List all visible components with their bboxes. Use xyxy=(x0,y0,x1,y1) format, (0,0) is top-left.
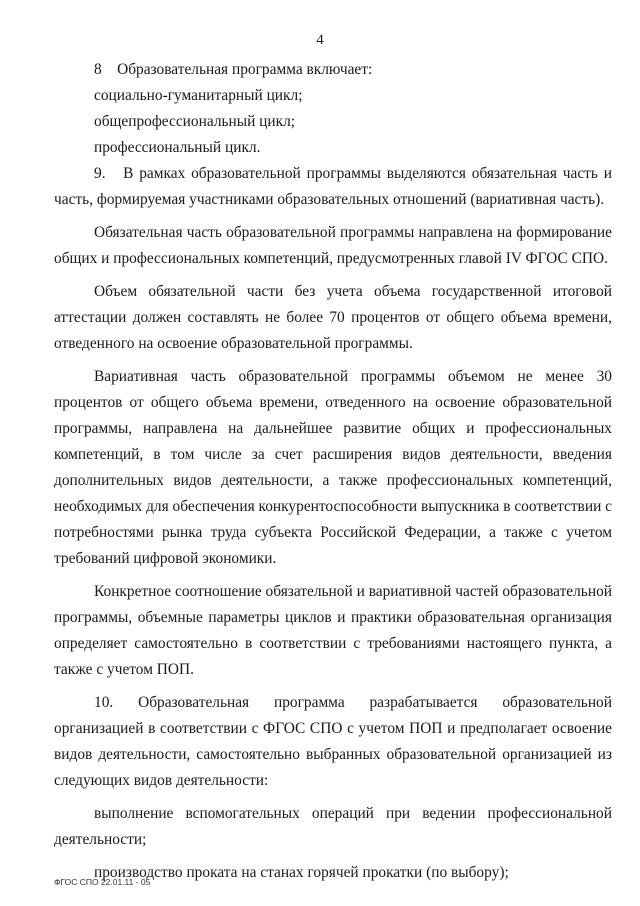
paragraph-10: 10. Образовательная программа разрабатывается образовательной организацией в соответствии с ФГОС СПО с учетом ПОП и предполагает освоение видов деятельности, самостоятельно выбранных образовательной организацией из следующих видов деятельности: xyxy=(54,694,612,789)
paragraph-mandatory-part: Обязательная часть образовательной программы направлена на формирование общих и профессиональных компетенций, предусмотренных главой IV ФГОС СПО. xyxy=(54,224,612,267)
list-item-auxiliary-operations: выполнение вспомогательных операций при ведении профессиональной деятельности; xyxy=(54,805,612,848)
list-item-general-cycle: общепрофессиональный цикл; xyxy=(94,113,296,130)
document-body xyxy=(54,57,612,886)
paragraph-8-intro: 8 Образовательная программа включает: xyxy=(94,61,373,78)
list-item-social-cycle: социально-гуманитарный цикл; xyxy=(94,87,303,104)
footer-code: ФГОС СПО 22.01.11 - 05 xyxy=(54,877,151,887)
paragraph-ratio: Конкретное соотношение обязательной и вариативной частей образовательной программы, объемные параметры циклов и практики образовательная организация определяет самостоятельно в соответствии с требованиями настоящего пункта, а также с учетом ПОП. xyxy=(54,583,612,678)
paragraph-variable-part: Вариативная часть образовательной программы объемом не менее 30 процентов от общего объема времени, отведенного на освоение образовательной программы, направлена на дальнейшее развитие общих и профессиональных компетенций, в том числе за счет расширения видов деятельности, введения дополнительных видов деятельности, а также профессиональных компетенций, необходимых для обеспечения конкурентоспособности выпускника в соответствии с потребностями рынка труда субъекта Российской Федерации, а также с учетом требований цифровой экономики. xyxy=(54,368,612,567)
paragraph-9: 9. В рамках образовательной программы выделяются обязательная часть и часть, формируемая участниками образовательных отношений (вариативная часть). xyxy=(54,165,612,208)
paragraph-mandatory-volume: Объем обязательной части без учета объема государственной итоговой аттестации должен составлять не более 70 процентов от общего объема времени, отведенного на освоение образовательной программы. xyxy=(54,283,612,352)
page-number: 4 xyxy=(316,32,324,48)
list-item-professional-cycle: профессиональный цикл. xyxy=(94,139,261,156)
list-item-hot-rolling: производство проката на станах горячей прокатки (по выбору); xyxy=(94,864,509,881)
